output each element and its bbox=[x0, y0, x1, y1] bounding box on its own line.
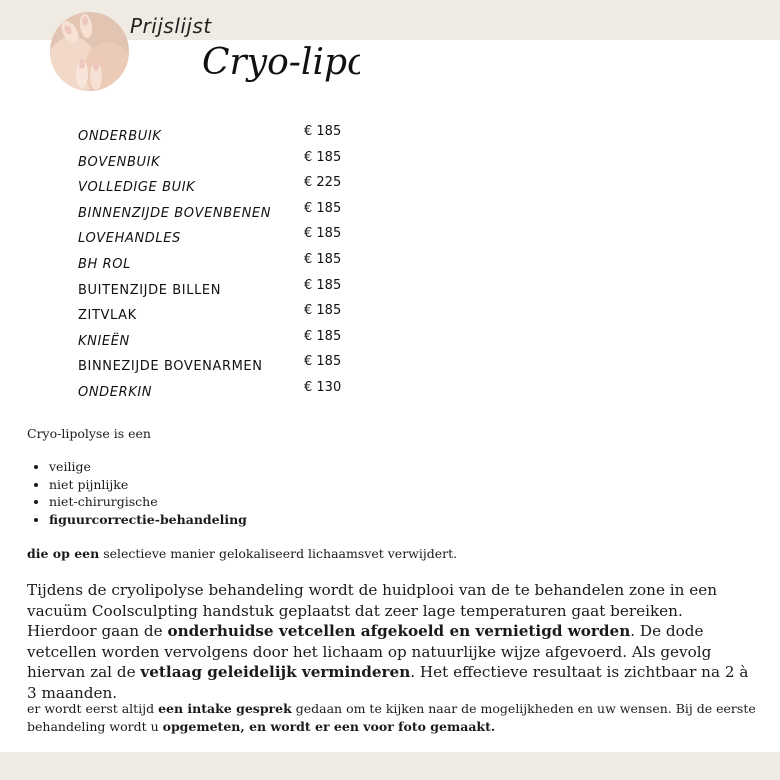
treatment-label: ONDERKIN bbox=[78, 384, 153, 400]
feature-item: • niet pijnlijke bbox=[49, 476, 247, 494]
treatment-price: € 185 bbox=[304, 328, 342, 344]
footnote bbox=[27, 700, 767, 736]
feature-item: • veilige bbox=[49, 458, 247, 476]
price-row bbox=[78, 225, 398, 251]
price-row bbox=[78, 353, 398, 379]
summary-rest: selectieve manier gelokaliseerd lichaamsvet verwijdert. bbox=[99, 546, 458, 561]
intro-text: Cryo-lipolyse is een bbox=[27, 426, 151, 441]
feature-item: • figuurcorrectie-behandeling bbox=[49, 511, 247, 529]
para-bold-1: onderhuidse vetcellen afgekoeld en vernietigd worden bbox=[167, 622, 631, 641]
treatment-label: BINNEZIJDE BOVENARMEN bbox=[78, 359, 263, 375]
price-row bbox=[78, 328, 398, 354]
para-text-3: . Het effectieve resultaat is zichtbaar na 2 à 3 maanden. bbox=[27, 663, 749, 702]
para-text-2: . De dode vetcellen worden vervolgens door het lichaam op natuurlijke wijze afgevoerd. Als gevolg hiervan zal de bbox=[27, 622, 712, 682]
treatment-label: LOVEHANDLES bbox=[78, 231, 181, 247]
treatment-label: VOLLEDIGE BUIK bbox=[78, 180, 196, 196]
para-text-1: Tijdens de cryolipolyse behandeling wordt de huidplooi van de te behandelen zone in een vacuüm Coolsculpting handstuk geplaatst dat zeer lage temperaturen gaat bereiken. Hierdoor gaan de bbox=[27, 581, 717, 641]
treatment-price: € 185 bbox=[304, 251, 342, 267]
price-row bbox=[78, 174, 398, 200]
treatment-label: ZITVLAK bbox=[78, 308, 137, 324]
summary-sentence bbox=[27, 546, 457, 561]
treatment-price: € 185 bbox=[304, 149, 342, 165]
treatment-label: BH ROL bbox=[78, 256, 131, 272]
script-title bbox=[200, 30, 360, 89]
footnote-bold-1: een intake gesprek bbox=[158, 701, 292, 716]
price-row bbox=[78, 302, 398, 328]
treatment-label: ONDERBUIK bbox=[78, 129, 162, 144]
treatment-label: BINNENZIJDE BOVENBENEN bbox=[78, 205, 272, 221]
price-row bbox=[78, 277, 398, 303]
treatment-label: BOVENBUIK bbox=[78, 154, 161, 170]
treatment-price: € 185 bbox=[304, 354, 342, 370]
treatment-price: € 185 bbox=[304, 226, 342, 242]
page-title: Prijslijst bbox=[130, 14, 212, 38]
feature-item: • niet-chirurgische bbox=[49, 493, 247, 511]
para-bold-2: vetlaag geleidelijk verminderen bbox=[140, 663, 411, 682]
feature-list bbox=[27, 458, 247, 528]
summary-bold: die op een bbox=[27, 546, 100, 561]
description-paragraph bbox=[27, 580, 757, 704]
svg-text:Cryo-lipo: Cryo-lipo bbox=[202, 42, 360, 83]
treatment-price: € 185 bbox=[304, 200, 342, 216]
price-row bbox=[78, 123, 398, 149]
treatment-price: € 185 bbox=[304, 124, 342, 139]
price-row bbox=[78, 149, 398, 175]
treatment-price: € 225 bbox=[304, 175, 342, 191]
footnote-text-2: gedaan om te kijken naar de mogelijkheden en uw wensen. Bij de eerste behandeling wordt u bbox=[27, 701, 756, 734]
price-row bbox=[78, 200, 398, 226]
price-list bbox=[78, 123, 398, 405]
price-row bbox=[78, 251, 398, 277]
bottom-band bbox=[0, 752, 780, 780]
price-row bbox=[78, 379, 398, 405]
treatment-price: € 130 bbox=[304, 379, 342, 395]
hands-photo bbox=[50, 12, 129, 91]
footnote-text-1: er wordt eerst altijd bbox=[27, 701, 159, 716]
treatment-label: KNIEËN bbox=[78, 333, 130, 349]
treatment-price: € 185 bbox=[304, 303, 342, 319]
treatment-price: € 185 bbox=[304, 277, 342, 293]
treatment-label: BUITENZIJDE BILLEN bbox=[78, 282, 222, 298]
footnote-bold-2: opgemeten, en wordt er een voor foto gemaakt. bbox=[162, 719, 496, 734]
